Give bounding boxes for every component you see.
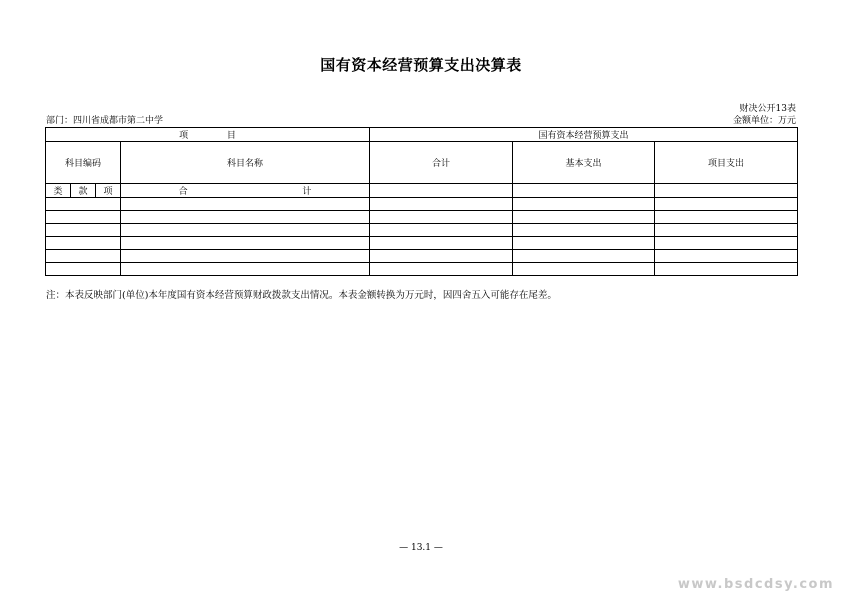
cell-basic [513, 250, 655, 263]
cell-total [370, 211, 513, 224]
cell-code [46, 224, 121, 237]
cell-basic [513, 263, 655, 276]
table-row [46, 211, 798, 224]
table-row [46, 237, 798, 250]
total-value-project [655, 184, 798, 198]
total-value-basic [513, 184, 655, 198]
cell-project [655, 250, 798, 263]
total-label: 合 计 [121, 184, 370, 198]
table-row [46, 198, 798, 211]
cell-total [370, 237, 513, 250]
sub-header-kuan: 款 [71, 184, 96, 198]
budget-table [45, 127, 798, 276]
cell-name [121, 198, 370, 211]
cell-name [121, 263, 370, 276]
form-code: 财决公开13表 [739, 104, 796, 114]
cell-project [655, 211, 798, 224]
cell-total [370, 250, 513, 263]
total-value-total [370, 184, 513, 198]
cell-project [655, 198, 798, 211]
cell-project [655, 224, 798, 237]
page-number: — 13.1 — [399, 543, 443, 553]
cell-total [370, 263, 513, 276]
cell-basic [513, 224, 655, 237]
table-row [46, 263, 798, 276]
header-item: 项 目 [46, 128, 370, 142]
col-name-header: 科目名称 [121, 142, 370, 184]
cell-code [46, 237, 121, 250]
cell-code [46, 250, 121, 263]
cell-name [121, 211, 370, 224]
col-total-header: 合计 [370, 142, 513, 184]
page-title: 国有资本经营预算支出决算表 [320, 56, 522, 74]
cell-name [121, 224, 370, 237]
table-row [46, 250, 798, 263]
cell-project [655, 263, 798, 276]
cell-total [370, 224, 513, 237]
header-group: 国有资本经营预算支出 [370, 128, 798, 142]
col-code-header: 科目编码 [46, 142, 121, 184]
cell-code [46, 211, 121, 224]
cell-basic [513, 198, 655, 211]
cell-basic [513, 211, 655, 224]
unit-label: 金额单位：万元 [732, 116, 796, 126]
cell-basic [513, 237, 655, 250]
watermark: www.bsdcdsy.com [677, 577, 834, 592]
cell-code [46, 198, 121, 211]
cell-name [121, 237, 370, 250]
footnote: 注：本表反映部门(单位)本年度国有资本经营预算财政拨款支出情况。本表金额转换为万元时，因四舍五入可能存在尾差。 [46, 290, 557, 301]
department-label: 部门：四川省成都市第二中学 [46, 116, 164, 126]
cell-total [370, 198, 513, 211]
col-project-header: 项目支出 [655, 142, 798, 184]
cell-code [46, 263, 121, 276]
cell-name [121, 250, 370, 263]
sub-header-lei: 类 [46, 184, 71, 198]
table-row [46, 224, 798, 237]
sub-header-xiang: 项 [96, 184, 121, 198]
cell-project [655, 237, 798, 250]
col-basic-header: 基本支出 [513, 142, 655, 184]
